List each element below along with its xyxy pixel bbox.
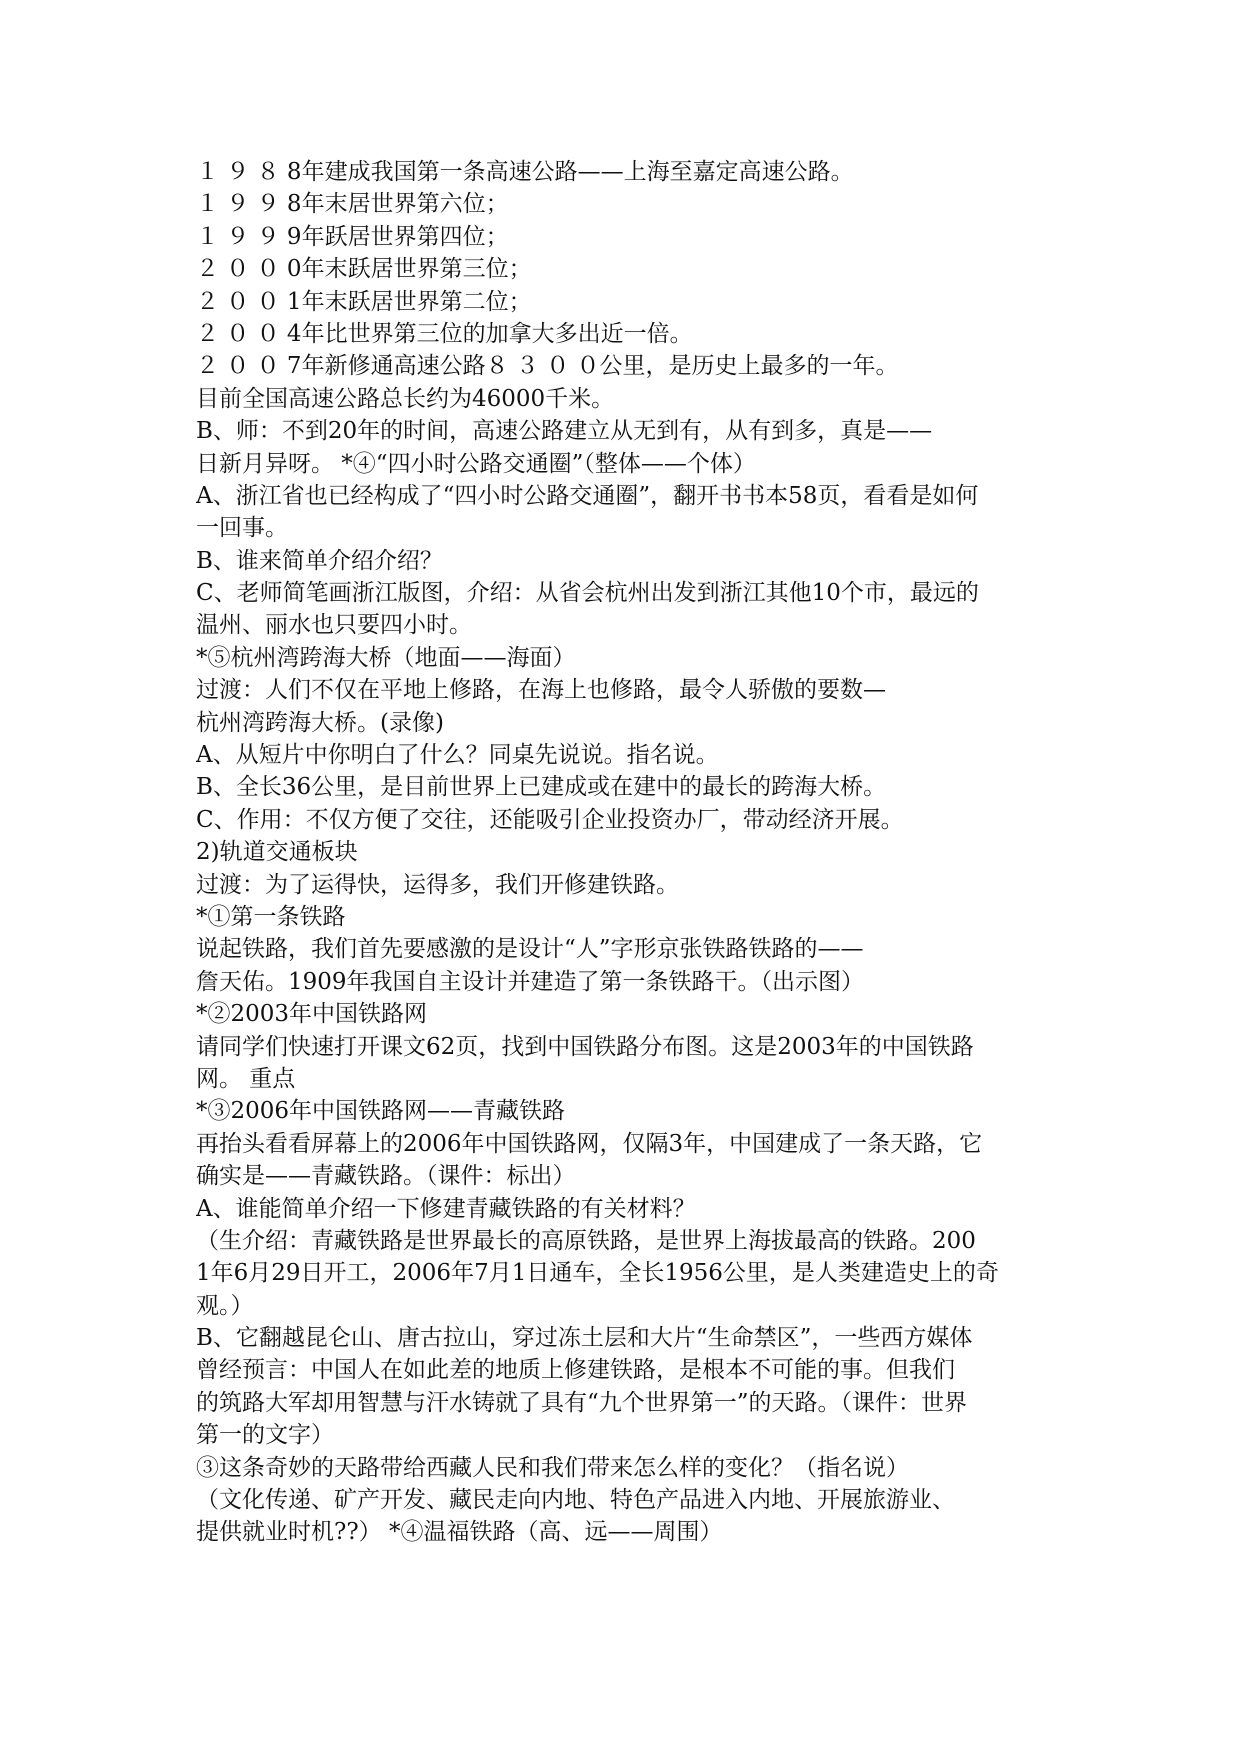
text-line: ２ ０ ０ 1年末跃居世界第二位； bbox=[196, 288, 532, 315]
text-line: A、从短片中你明白了什么？同桌先说说。指名说。 bbox=[196, 742, 719, 769]
text-line: 曾经预言：中国人在如此差的地质上修建铁路，是根本不可能的事。但我们 bbox=[196, 1357, 955, 1384]
text-line: 第一的文字） bbox=[196, 1422, 334, 1449]
text-line: *②2003年中国铁路网 bbox=[196, 1001, 428, 1028]
text-line: 说起铁路，我们首先要感激的是设计“人”字形京张铁路铁路的—— bbox=[196, 936, 864, 963]
text-line: 确实是——青藏铁路。（课件：标出） bbox=[196, 1163, 576, 1190]
document-body bbox=[196, 156, 1056, 1549]
text-line: １ ９ ９ 8年末居世界第六位； bbox=[196, 191, 509, 218]
text-line: １ ９ ８ 8年建成我国第一条高速公路——上海至嘉定高速公路。 bbox=[196, 159, 854, 185]
text-line: 一回事。 bbox=[196, 515, 288, 542]
text-line: 目前全国高速公路总长约为46000千米。 bbox=[196, 385, 615, 412]
text-line: B、师：不到20年的时间，高速公路建立从无到有，从有到多，真是—— bbox=[196, 418, 933, 445]
text-line: 杭州湾跨海大桥。(录像) bbox=[196, 709, 444, 736]
text-line: C、老师简笔画浙江版图，介绍：从省会杭州出发到浙江其他10个市，最远的 bbox=[196, 580, 979, 607]
text-line: 请同学们快速打开课文62页，找到中国铁路分布图。这是2003年的中国铁路 bbox=[196, 1033, 974, 1060]
text-line: *③2006年中国铁路网——青藏铁路 bbox=[196, 1098, 566, 1125]
text-line: B、它翻越昆仑山、唐古拉山，穿过冻土层和大片“生命禁区”，一些西方媒体 bbox=[196, 1325, 973, 1352]
text-line: *⑤杭州湾跨海大桥（地面——海面） bbox=[196, 644, 576, 671]
text-line: 的筑路大军却用智慧与汗水铸就了具有“九个世界第一”的天路。（课件：世界 bbox=[196, 1389, 968, 1416]
text-line: ２ ０ ０ 0年末跃居世界第三位； bbox=[196, 256, 532, 283]
text-line: 观。） bbox=[196, 1292, 254, 1319]
text-line: B、全长36公里，是目前世界上已建成或在建中的最长的跨海大桥。 bbox=[196, 774, 887, 801]
text-line: ２ ０ ０ 7年新修通高速公路８ ３ ０ ０公里，是历史上最多的一年。 bbox=[196, 353, 899, 380]
text-line: 1年6月29日开工，2006年7月1日通车，全长1956公里，是人类建造史上的奇 bbox=[196, 1260, 999, 1287]
text-line: 过渡：为了运得快，运得多，我们开修建铁路。 bbox=[196, 871, 679, 898]
text-line: ③这条奇妙的天路带给西藏人民和我们带来怎么样的变化？（指名说） bbox=[196, 1454, 909, 1481]
text-line: 再抬头看看屏幕上的2006年中国铁路网，仅隔3年，中国建成了一条天路，它 bbox=[196, 1130, 983, 1157]
text-line: （文化传递、矿产开发、藏民走向内地、特色产品进入内地、开展旅游业、 bbox=[196, 1487, 955, 1514]
text-line: ２ ０ ０ 4年比世界第三位的加拿大多出近一倍。 bbox=[196, 320, 693, 347]
text-line: 温州、丽水也只要四小时。 bbox=[196, 612, 472, 639]
text-line: １ ９ ９ 9年跃居世界第四位； bbox=[196, 223, 509, 250]
text-line: 2)轨道交通板块 bbox=[196, 839, 358, 866]
text-line: （生介绍：青藏铁路是世界最长的高原铁路，是世界上海拔最高的铁路。200 bbox=[196, 1227, 976, 1254]
text-line: *①第一条铁路 bbox=[196, 903, 346, 930]
text-line: A、浙江省也已经构成了“四小时公路交通圈”，翻开书书本58页，看看是如何 bbox=[196, 482, 979, 509]
text-line: C、作用：不仅方便了交往，还能吸引企业投资办厂，带动经济开展。 bbox=[196, 806, 904, 833]
text-line: A、谁能简单介绍一下修建青藏铁路的有关材料？ bbox=[196, 1195, 696, 1222]
text-line: 提供就业时机??） *④温福铁路（高、远——周围） bbox=[196, 1519, 723, 1546]
text-line: 詹天佑。1909年我国自主设计并建造了第一条铁路干。（出示图） bbox=[196, 968, 865, 995]
text-line: 网。 重点 bbox=[196, 1065, 296, 1092]
text-line: B、谁来简单介绍介绍？ bbox=[196, 547, 443, 574]
text-line: 日新月异呀。 *④“四小时公路交通圈”（整体——个体） bbox=[196, 450, 756, 477]
text-line: 过渡：人们不仅在平地上修路，在海上也修路，最令人骄傲的要数— bbox=[196, 677, 886, 704]
